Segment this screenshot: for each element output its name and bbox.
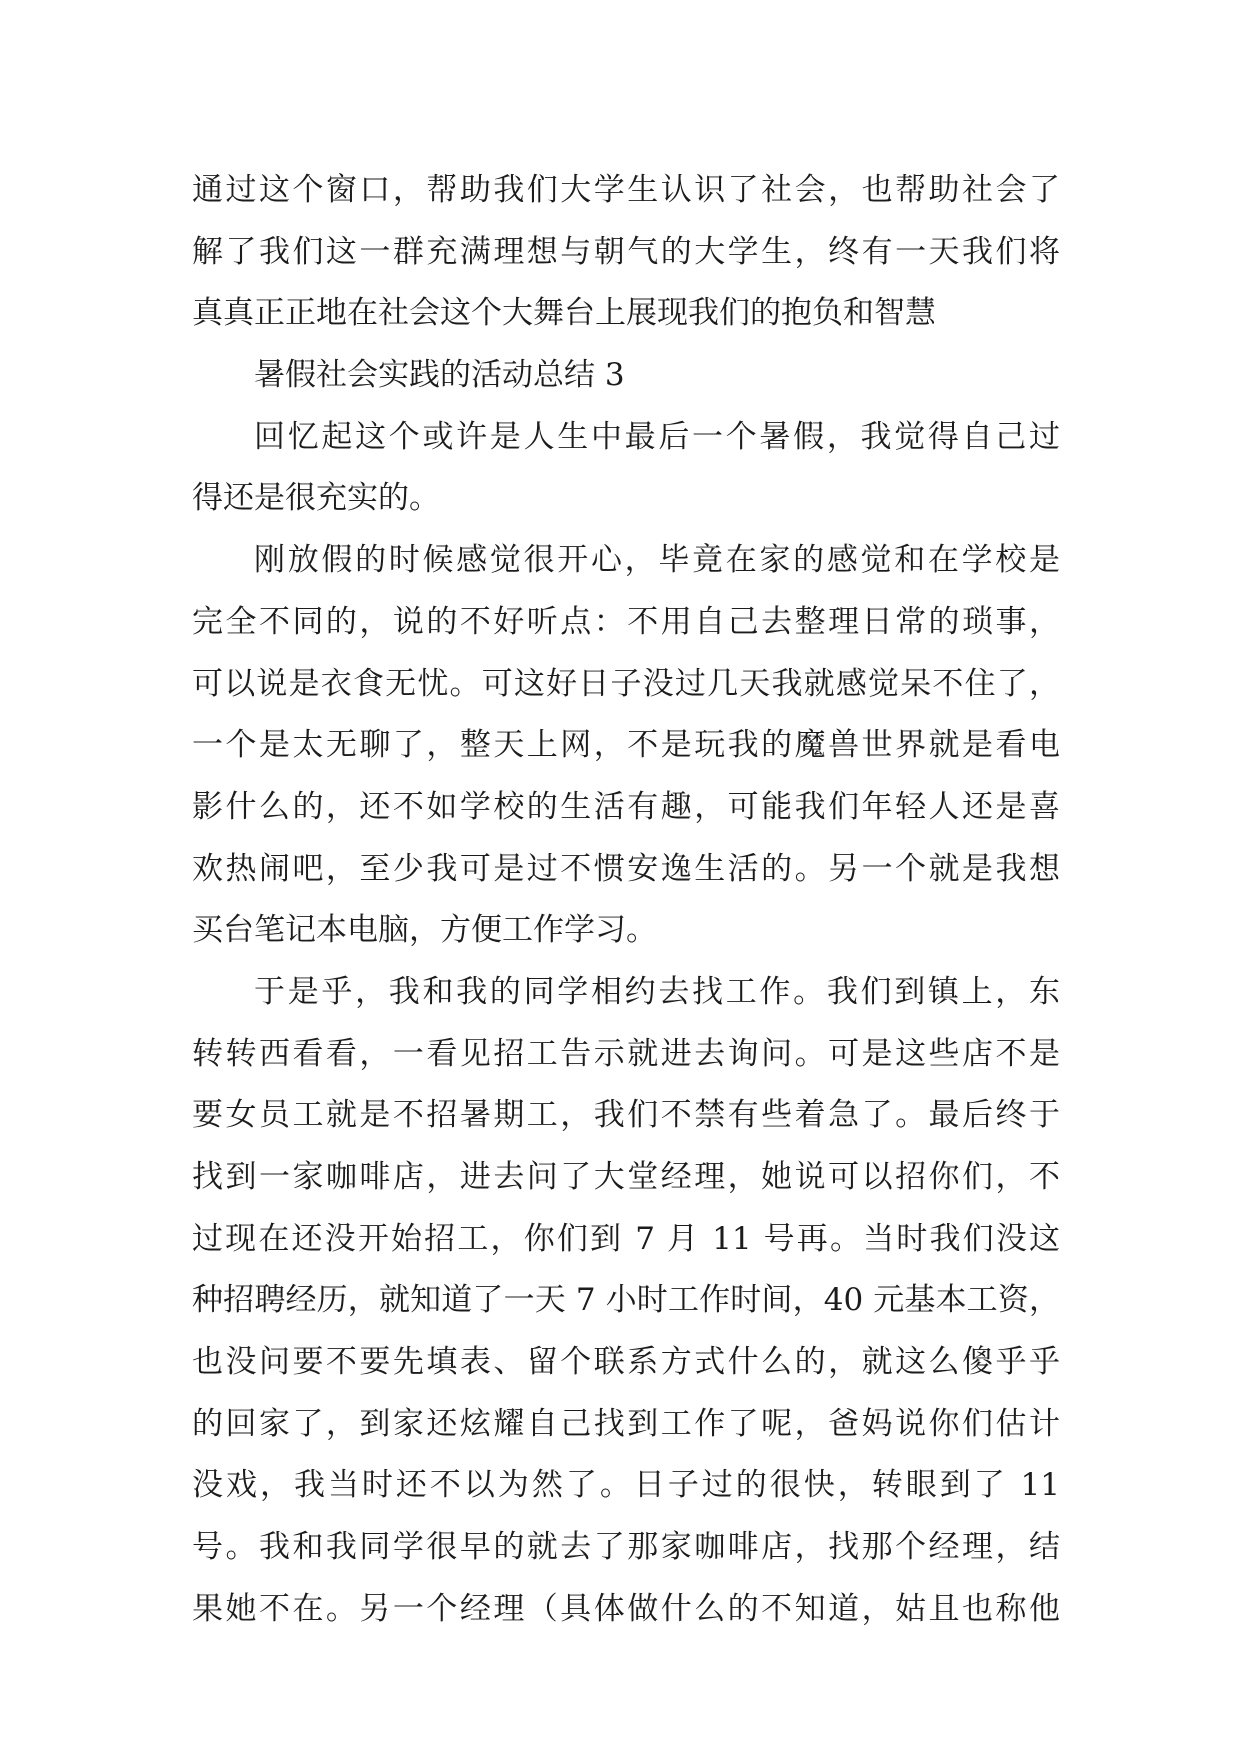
text-line: 欢热闹吧，至少我可是过不惯安逸生活的。另一个就是我想	[192, 850, 1060, 887]
text-line: 通过这个窗口，帮助我们大学生认识了社会，也帮助社会了	[192, 172, 1060, 208]
text-line: 刚放假的时候感觉很开心，毕竟在家的感觉和在学校是	[254, 542, 1060, 579]
text-line: 也没问要不要先填表、留个联系方式什么的，就这么傻乎乎	[192, 1344, 1060, 1381]
text-line: 过现在还没开始招工，你们到 7 月 11 号再。当时我们没这	[192, 1220, 1060, 1257]
text-line: 真真正正地在社会这个大舞台上展现我们的抱负和智慧	[192, 295, 936, 332]
text-line: 买台笔记本电脑，方便工作学习。	[192, 912, 657, 949]
text-line: 的回家了，到家还炫耀自己找到工作了呢，爸妈说你们估计	[192, 1405, 1060, 1442]
text-line: 得还是很充实的。	[192, 480, 440, 517]
text-line: 种招聘经历，就知道了一天 7 小时工作时间，40 元基本工资，	[192, 1282, 1060, 1319]
text-line: 完全不同的，说的不好听点：不用自己去整理日常的琐事，	[192, 603, 1060, 640]
text-line: 找到一家咖啡店，进去问了大堂经理，她说可以招你们，不	[192, 1159, 1060, 1195]
section-heading: 暑假社会实践的活动总结 3	[254, 357, 625, 394]
text-line: 可以说是衣食无忧。可这好日子没过几天我就感觉呆不住了，	[192, 665, 1060, 702]
body-text	[192, 160, 1060, 1641]
text-line: 于是乎，我和我的同学相约去找工作。我们到镇上，东	[254, 973, 1060, 1010]
text-line: 解了我们这一群充满理想与朝气的大学生，终有一天我们将	[192, 233, 1060, 270]
text-line: 一个是太无聊了，整天上网，不是玩我的魔兽世界就是看电	[192, 727, 1060, 764]
text-line: 转转西看看，一看见招工告示就进去询问。可是这些店不是	[192, 1035, 1060, 1072]
text-line: 影什么的，还不如学校的生活有趣，可能我们年轻人还是喜	[192, 788, 1060, 825]
text-line: 要女员工就是不招暑期工，我们不禁有些着急了。最后终于	[192, 1097, 1060, 1134]
text-line: 回忆起这个或许是人生中最后一个暑假，我觉得自己过	[254, 418, 1060, 455]
text-line: 没戏，我当时还不以为然了。日子过的很快，转眼到了 11	[192, 1467, 1060, 1504]
text-line: 果她不在。另一个经理（具体做什么的不知道，姑且也称他	[192, 1590, 1060, 1627]
text-line: 号。我和我同学很早的就去了那家咖啡店，找那个经理，结	[192, 1529, 1060, 1566]
